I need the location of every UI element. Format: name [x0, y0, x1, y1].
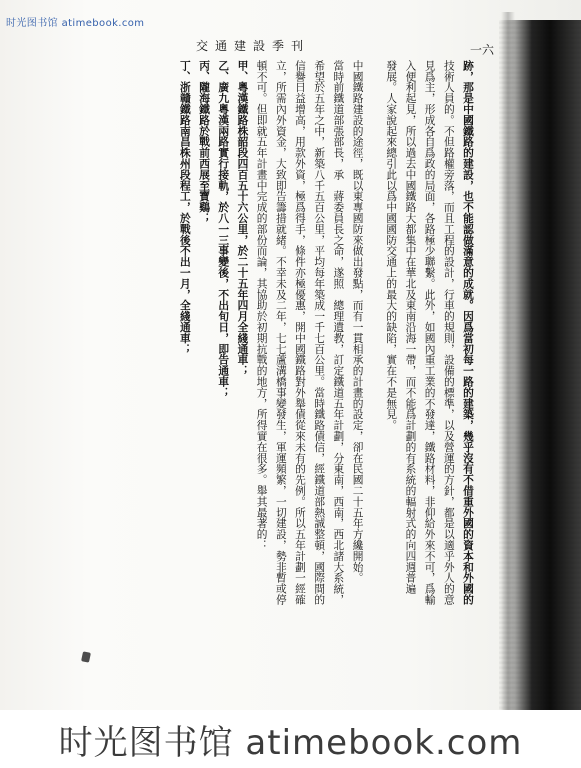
text-column: 信譽日益增高，用款外資，極爲得手，條件亦極優惠，開中國鐵路對外舉債從來未有的先例。所以五年計劃一經確 [294, 60, 307, 605]
journal-header-title: 交通建設季刊 [196, 39, 311, 53]
list-item: 丙、隴海鐵路於戰前西展至寶鷄； [198, 60, 212, 224]
list-item: 甲、粵漢鐵路株韶段四百五十六公里，於二十五年四月全綫通車； [236, 60, 250, 377]
list-item: 乙、廣九粵漢兩路實行接軌，於八一三事變後，不出旬日，即告通車； [217, 60, 231, 398]
top-watermark: 时光图书馆 atimebook.com [6, 18, 145, 29]
text-column: 頓不可。但即就五年計畫中完成的部份而論，其協助於初期抗戰的地方，所得實在很多。舉其最著的： [255, 60, 269, 551]
text-column: 希望於五年之中，新築八千五百公里，平均每年築成一千七百公里。當時鐵路債信，經鐵道部熱誠整頓，國際間的 [313, 60, 327, 605]
vertical-text-body [118, 60, 473, 700]
page-number: 一六 [470, 43, 495, 57]
text-column: 當時前鐵道部張部長，承 蔣委員長之命，遂照 總理遺教，訂定鐵道五年計劃，分東南，西南，西北諸大系統， [332, 60, 346, 605]
text-column: 中國鐵路建設的途徑，既以東專國防來做出發點，而有一貫相承的計畫的設定，卻在民國二十五年方纔開始。 [351, 60, 365, 584]
page-binding-gutter [499, 20, 581, 720]
list-item: 丁、浙贛鐵路南昌株州段程工，於戰後不出一月，全綫通車； [178, 60, 192, 355]
footer-watermark [0, 710, 581, 768]
paragraph-gap [371, 60, 377, 700]
text-column: 技術人員的。不但路權旁落，而且工程的設計，行車的規則，設備的標準，以及營運的方針，都是以適乎外人的意 [442, 60, 456, 605]
text-column: 發展。人家說起來總引此以爲中國國防交通上的最大的缺陷，實在不是無見。 [385, 60, 399, 431]
footer-watermark-text: 时光图书馆 atimebook.com [58, 722, 523, 763]
text-column: 跡，那是中國鐵路的建設，也不能認做滿意的成就。因爲當初每一路的建築，幾乎沒有不借重外國的資本和外國的 [462, 60, 475, 605]
text-column: 見爲主，形成各自爲政的局面，各路極少聯繫。此外，如國內重工業的不發達，鐵路材料，非仰給外來不可，爲輸 [423, 60, 437, 605]
text-column: 入便利起見，所以過去中國鐵路大都集中在華北及東南沿海一帶，而不能爲計劃的有系統的輻射式的向四週普遍 [404, 60, 418, 595]
text-column: 立，所需內外資金，大致即告籌措就緒。不幸未及二年，七七蘆溝橋事變發生，軍運頻繁，一切建設，勢非暫或停 [274, 60, 288, 605]
